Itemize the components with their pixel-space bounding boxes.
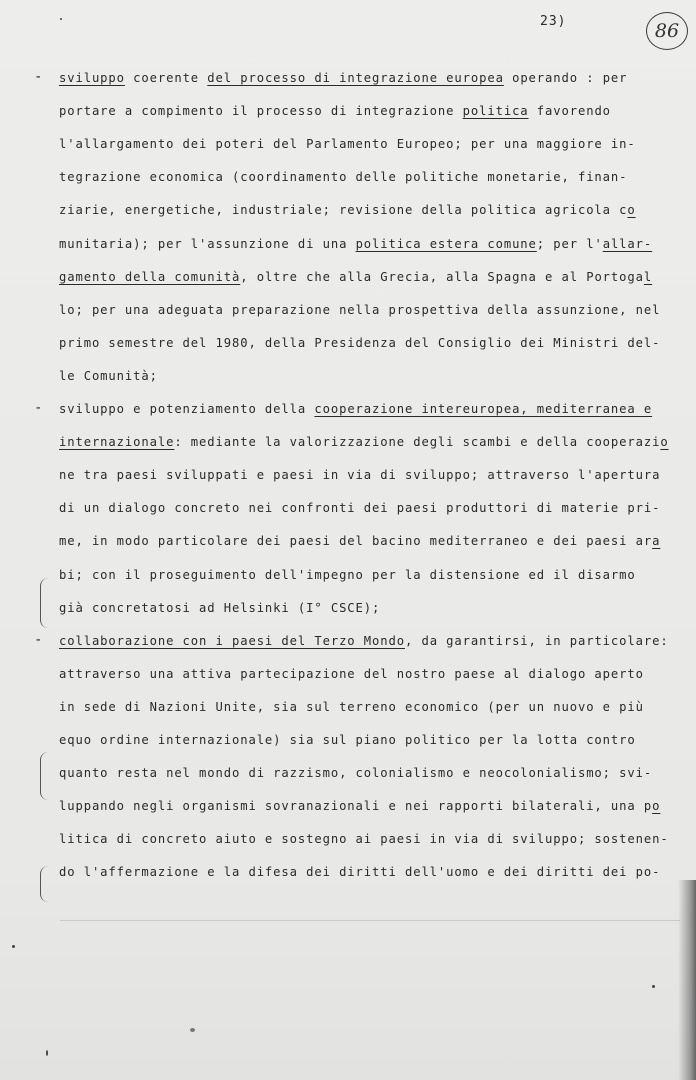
scan-speck [12,945,15,948]
text-segment: bi; con il proseguimento dell'impegno per la distensione ed il disarmo [59,567,636,582]
text-segment: lo; per una adeguata preparazione nella prospettiva della assunzione, nel [59,302,661,317]
text-line [59,732,636,748]
handwritten-page-stamp: 86 [646,12,688,50]
text-segment: me, in modo particolare dei paesi del bacino mediterraneo e dei paesi ar [59,534,653,549]
scan-edge-shadow [678,880,696,1080]
scan-speck [190,1028,195,1032]
bullet-dash: - [34,69,43,85]
text-segment: operando : per [503,71,628,85]
text-line [59,269,652,285]
text-segment: già concretatosi ad Helsinki (I° CSCE); [59,600,381,615]
margin-bracket-mark [40,578,49,628]
text-line [59,302,660,318]
text-segment: tegrazione economica (coordinamento delle politiche monetarie, finan- [59,170,628,185]
text-line [59,500,660,516]
text-line [59,831,669,847]
text-line [59,169,627,185]
scan-speck [60,18,62,20]
text-segment: luppando negli organismi sovranazionali e nei rapporti bilaterali, una p [59,799,653,814]
underlined-text: o [652,799,661,814]
underlined-text: politica [462,104,529,119]
margin-bracket-mark [40,866,49,902]
text-line [59,633,669,649]
text-line [59,236,652,252]
underlined-text: a [652,534,661,549]
text-line [59,70,627,86]
text-line [59,335,660,351]
text-line [59,765,652,781]
underlined-text: o [660,435,669,450]
text-line [59,798,660,814]
text-segment: ne tra paesi sviluppati e paesi in via di sviluppo; attraverso l'apertura [59,468,661,483]
text-line [59,864,660,880]
text-line [59,666,644,682]
underlined-text: allar- [602,236,653,251]
text-segment: primo semestre del 1980, della Presidenza del Consiglio dei Ministri del- [59,335,661,350]
underlined-text: del processo di integrazione europea [207,71,504,85]
text-segment: quanto resta nel mondo di razzismo, colonialismo e neocolonialismo; svi- [59,766,653,781]
text-line [59,533,660,549]
underlined-text: sviluppo [59,71,125,85]
text-segment: , da garantirsi, in particolare: [404,633,669,648]
bullet-dash: - [34,400,43,416]
text-line [59,103,611,119]
underlined-text: o [627,203,636,218]
text-segment: munitaria); per l'assunzione di una [59,236,356,251]
text-segment: di un dialogo concreto nei confronti dei paesi produttori di materie pri- [59,501,661,516]
text-segment: portare a compimento il processo di integrazione [59,104,463,119]
text-segment: le Comunità; [59,368,158,383]
underlined-text: cooperazione intereuropea, mediterranea e [314,402,653,416]
bullet-dash: - [34,631,43,648]
text-segment: : mediante la valorizzazione degli scambi e della cooperazi [174,435,661,450]
text-segment: l'allargamento dei poteri del Parlamento Europeo; per una maggiore in- [59,137,636,152]
underlined-text: internazionale [59,435,175,450]
text-segment: ; per l' [536,236,603,251]
text-line [59,434,669,450]
text-segment: attraverso una attiva partecipazione del nostro paese al dialogo aperto [59,666,644,681]
page-number: 23) [540,14,567,29]
text-segment: ziarie, energetiche, industriale; revisione della politica agricola c [59,203,628,218]
text-line [59,202,636,218]
text-line [59,368,158,384]
margin-bracket-mark [40,752,49,800]
text-segment: favorendo [528,104,611,119]
page-fold-line [60,920,680,921]
text-segment: sviluppo e potenziamento della [59,402,315,416]
text-line [59,401,652,417]
scan-speck [652,985,655,988]
text-line [59,600,380,616]
text-segment: coerente [124,71,208,85]
text-segment: do l'affermazione e la difesa dei diritti dell'uomo e dei diritti dei po- [59,865,661,880]
underlined-text: politica estera comune [355,236,537,251]
text-line [59,699,644,715]
text-line [59,136,636,152]
underlined-text: gamento della comunità [59,269,241,284]
scan-speck [46,1050,48,1056]
text-segment: in sede di Nazioni Unite, sia sul terreno economico (per un nuovo e più [59,699,644,714]
underlined-text: l [643,269,653,284]
underlined-text: collaborazione con i paesi del Terzo Mondo [59,633,405,648]
text-segment: , oltre che alla Grecia, alla Spagna e al Portoga [240,269,644,284]
text-line [59,467,660,483]
text-segment: litica di concreto aiuto e sostegno ai paesi in via di sviluppo; sostenen- [59,832,669,847]
text-line [59,567,636,583]
text-segment: equo ordine internazionale) sia sul piano politico per la lotta contro [59,733,636,747]
